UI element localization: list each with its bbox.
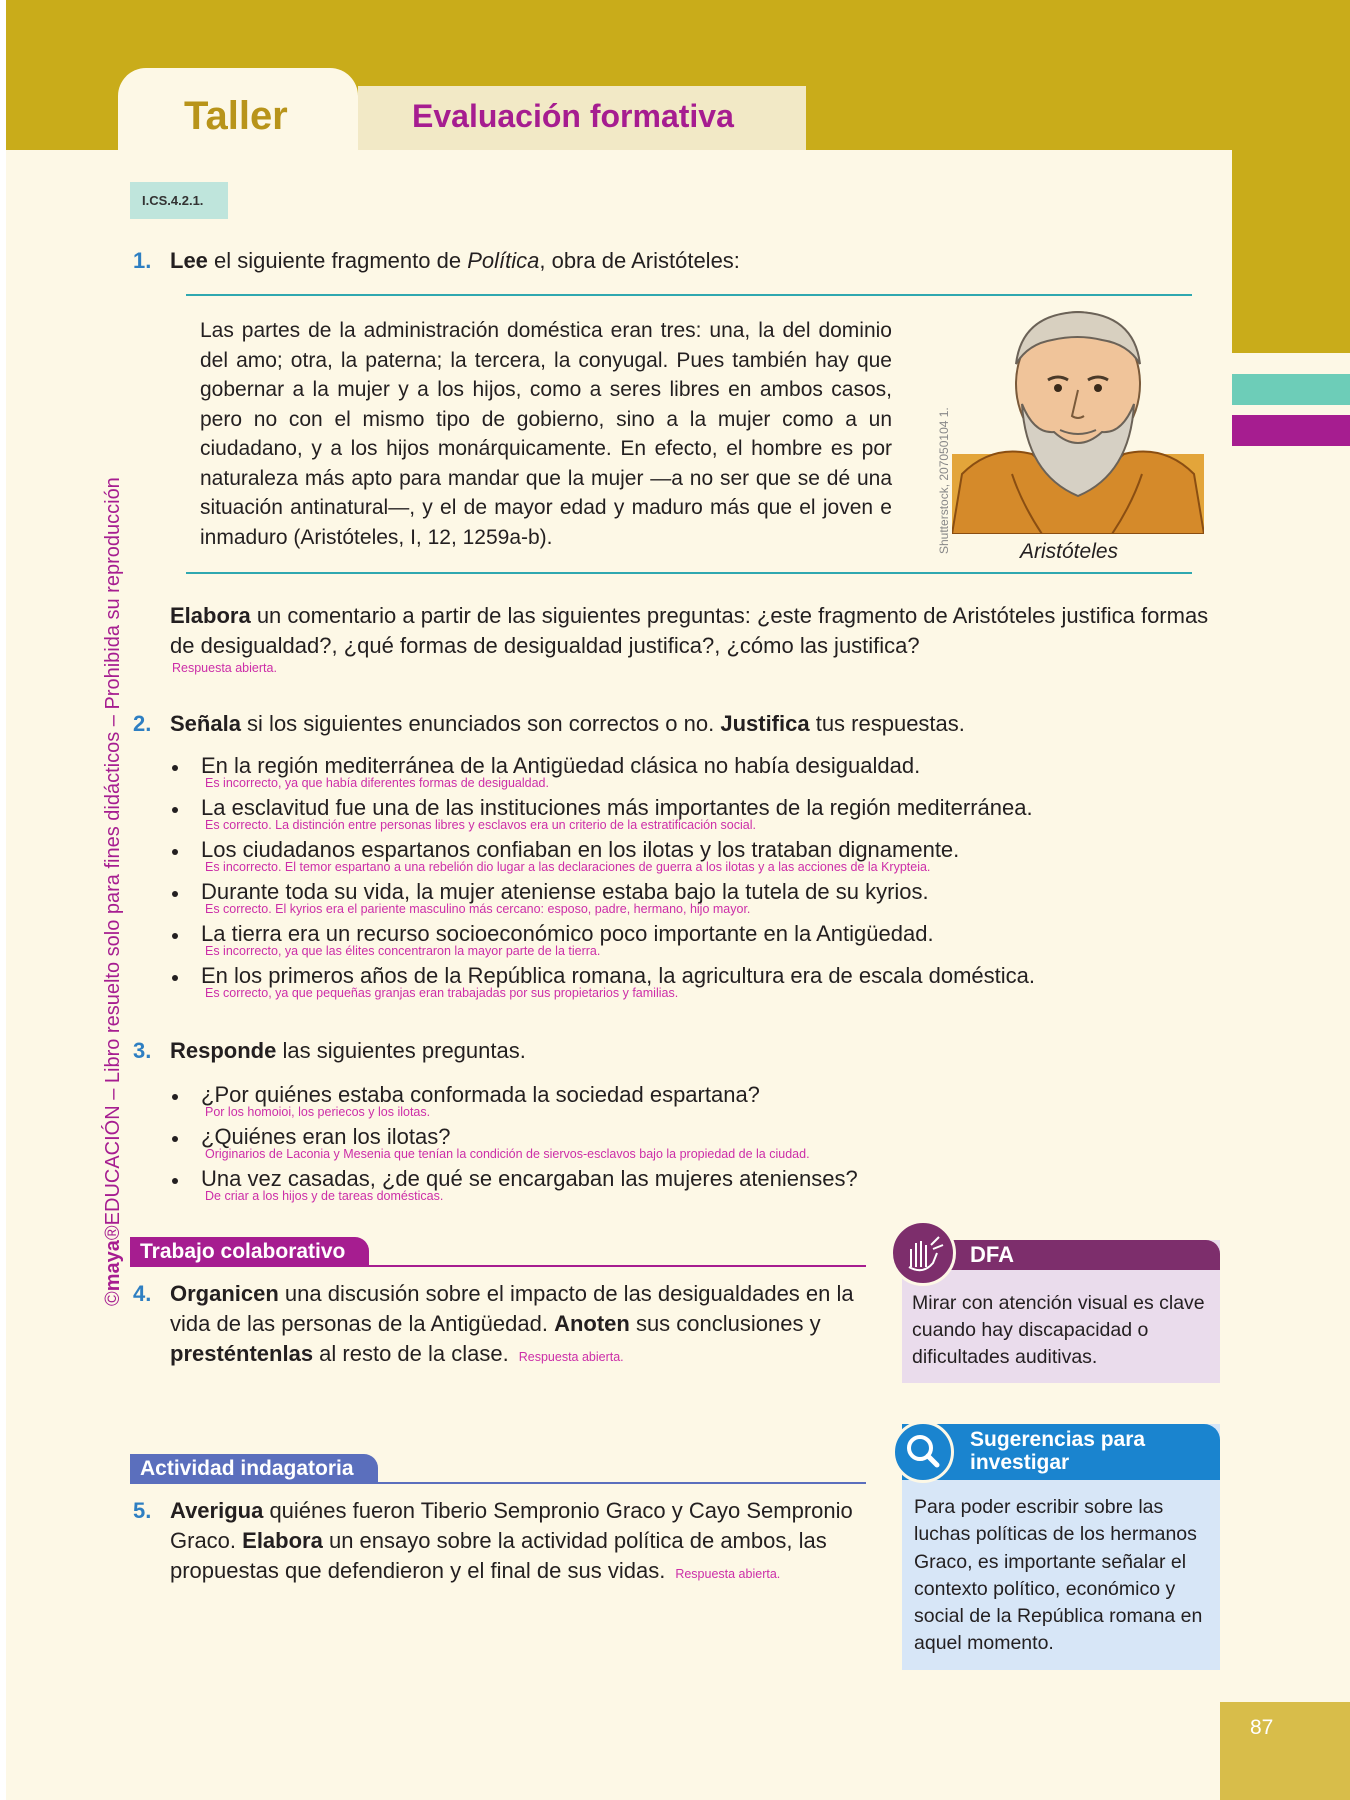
- elabora-instruction: [170, 601, 1230, 661]
- question-text: , obra de Aristóteles:: [539, 248, 740, 273]
- margin-band: [1232, 0, 1350, 353]
- bullet-dot: [172, 975, 178, 981]
- question-text: las siguientes preguntas.: [276, 1038, 526, 1063]
- bullet-dot: [172, 1094, 178, 1100]
- question-verb: Responde: [170, 1038, 277, 1063]
- question-text: una discusión sobre el impacto de las desigualdades en la vida de las personas de la Antigüedad.: [170, 1281, 854, 1336]
- question-text: quiénes fueron Tiberio Sempronio Graco y Cayo Sempronio Graco.: [170, 1498, 853, 1553]
- criterion-code: I.CS.4.2.1.: [130, 182, 228, 219]
- question-verb: Señala: [170, 711, 241, 736]
- tab-taller-label: Taller: [184, 94, 288, 138]
- question-1: [133, 246, 1230, 276]
- quote-text: Las partes de la administración doméstica eran tres: una, la del dominio del amo; otra, la paterna; la tercera, la conyugal. Pues también hay que gobernar a la mujer y a los hijos, como a seres libres en ambos casos, pero no con el mismo tipo de gobierno, sino a la mujer como a un ciudadano, y a los hijos monárquicamente. En efecto, el hombre es por naturaleza más apto para mandar que la mujer —a no ser que se dé una situación antinatural—, y el de mayor edad y maduro más que el joven e inmaduro (Aristóteles, I, 12, 1259a-b).: [200, 319, 892, 549]
- question-verb: Averigua: [170, 1498, 264, 1523]
- bullet-dot: [172, 933, 178, 939]
- brand-name: maya: [102, 1240, 124, 1292]
- question-text: si los siguientes enunciados son correctos o no.: [240, 711, 721, 736]
- hands-sign-icon: [890, 1220, 956, 1286]
- answer-text: Respuesta abierta.: [675, 1567, 781, 1581]
- side-tab-magenta: [1232, 415, 1350, 446]
- list-item: [172, 878, 1222, 920]
- statement-text: Durante toda su vida, la mujer ateniense estaba bajo la tutela de su kyrios.: [201, 879, 929, 904]
- answer-text: Por los homoioi, los periecos y los ilotas.: [205, 1105, 431, 1119]
- side-note-text: EDUCACIÓN – Libro resuelto solo para fines didácticos – Prohibida su reproducción: [102, 477, 124, 1226]
- dfa-title: DFA: [970, 1242, 1014, 1267]
- statement-text: La tierra era un recurso socioeconómico poco importante en la Antigüedad.: [201, 921, 934, 946]
- question-number: 5.: [133, 1498, 152, 1523]
- list-item: [172, 794, 1222, 836]
- answer-text: Originarios de Laconia y Mesenia que tenían la condición de siervos-esclavos bajo la propiedad de la ciudad.: [205, 1147, 810, 1161]
- tab-taller: [118, 68, 358, 160]
- list-item: [172, 920, 1222, 962]
- hands-sign-icon-svg: [893, 1223, 953, 1283]
- answer-text: Es correcto, ya que pequeñas granjas eran trabajadas por sus propietarios y familias.: [205, 986, 679, 1000]
- answer-text: Es correcto. El kyrios era el pariente masculino más cercano: esposo, padre, hermano, hijo mayor.: [205, 902, 751, 916]
- list-item: [172, 1165, 1222, 1207]
- bullet-dot: [172, 1178, 178, 1184]
- section-trabajo-colaborativo: [130, 1237, 866, 1267]
- question-number: 3.: [133, 1038, 152, 1063]
- question-5: [133, 1496, 870, 1589]
- question-text: sus conclusiones y: [629, 1311, 821, 1336]
- answer-text: Respuesta abierta.: [518, 1350, 624, 1364]
- statement-text: En la región mediterránea de la Antigüedad clásica no había desigualdad.: [201, 753, 921, 778]
- side-tab-teal: [1232, 374, 1350, 405]
- list-item: [172, 1081, 1222, 1123]
- question-verb: Anoten: [554, 1311, 630, 1336]
- question-3: [133, 1036, 1230, 1066]
- work-title: Política: [467, 248, 540, 273]
- question-verb: Lee: [170, 248, 208, 273]
- list-item: [172, 1123, 1222, 1165]
- question-verb: Elabora: [242, 1528, 323, 1553]
- question-verb: Elabora: [170, 603, 251, 628]
- answer-text: Es incorrecto, ya que había diferentes formas de desigualdad.: [205, 776, 549, 790]
- question-text: al resto de la clase.: [313, 1341, 509, 1366]
- question-number: 4.: [133, 1281, 152, 1306]
- page-number-box: [1220, 1702, 1350, 1800]
- question-4: [133, 1279, 870, 1372]
- bullet-dot: [172, 849, 178, 855]
- question-number: 1.: [133, 248, 152, 273]
- magnifier-icon-svg: [895, 1424, 951, 1480]
- answer-text: De criar a los hijos y de tareas domésticas.: [205, 1189, 444, 1203]
- section-title: Trabajo colaborativo: [130, 1237, 369, 1267]
- section-actividad-indagatoria: [130, 1454, 866, 1484]
- list-item: [172, 962, 1222, 1004]
- tab-evaluacion: [358, 86, 806, 150]
- page-number: 87: [1250, 1716, 1274, 1739]
- question-text: un comentario a partir de las siguientes preguntas: ¿este fragmento de Aristóteles justifica formas de desigualdad?, ¿qué formas de desigualdad justifica?, ¿cómo las justifica?: [170, 603, 1209, 658]
- list-item: [172, 752, 1222, 794]
- magnifier-icon: [892, 1421, 954, 1483]
- bullet-dot: [172, 891, 178, 897]
- image-credit: Shutterstock, 207050104 1.: [937, 407, 951, 554]
- question-2: [133, 709, 1230, 739]
- quote-box: [186, 294, 1192, 574]
- sugerencias-text: Para poder escribir sobre las luchas políticas de los hermanos Graco, es importante señalar el contexto político, económico y social de la República romana en aquel momento.: [914, 1496, 1203, 1655]
- answer-text: Es correcto. La distinción entre personas libres y esclavos era un criterio de la estratificación social.: [205, 818, 756, 832]
- statement-text: Los ciudadanos espartanos confiaban en los ilotas y los trataban dignamente.: [201, 837, 960, 862]
- dfa-text: Mirar con atención visual es clave cuando hay discapacidad o dificultades auditivas.: [912, 1292, 1205, 1368]
- aristotle-portrait: [952, 304, 1204, 534]
- bullet-dot: [172, 1136, 178, 1142]
- question-text: tus respuestas.: [809, 711, 965, 736]
- page: [6, 0, 1350, 1800]
- list-item: [172, 836, 1222, 878]
- bullet-dot: [172, 765, 178, 771]
- portrait-caption: Aristóteles: [1020, 540, 1119, 563]
- question-item-text: ¿Quiénes eran los ilotas?: [201, 1124, 451, 1149]
- question-item-text: Una vez casadas, ¿de qué se encargaban las mujeres atenienses?: [201, 1166, 858, 1191]
- sugerencias-title: Sugerencias para investigar: [970, 1428, 1146, 1474]
- question-verb: Justifica: [720, 711, 810, 736]
- answer-text: Respuesta abierta.: [172, 661, 277, 675]
- tab-evaluacion-label: Evaluación formativa: [412, 98, 734, 134]
- answer-text: Es incorrecto, ya que las élites concentraron la mayor parte de la tierra.: [205, 944, 601, 958]
- answer-text: Es incorrecto. El temor espartano a una rebelión dio lugar a las declaraciones de guerra a los ilotas y a las acciones de la Krypteia.: [205, 860, 931, 874]
- question-verb: Organicen: [170, 1281, 279, 1306]
- copyright-side-note: ©maya®EDUCACIÓN – Libro resuelto solo para fines didácticos – Prohibida su reproducción: [102, 477, 124, 1306]
- statement-text: La esclavitud fue una de las instituciones más importantes de la región mediterránea.: [201, 795, 1033, 820]
- section-title: Actividad indagatoria: [130, 1454, 378, 1484]
- question-item-text: ¿Por quiénes estaba conformada la sociedad espartana?: [201, 1082, 760, 1107]
- question-number: 2.: [133, 711, 152, 736]
- bullet-dot: [172, 807, 178, 813]
- question-text: el siguiente fragmento de: [207, 248, 468, 273]
- question-text: un ensayo sobre la actividad política de ambos, las propuestas que defendieron y el final de sus vidas.: [170, 1528, 827, 1583]
- statement-text: En los primeros años de la República romana, la agricultura era de escala doméstica.: [201, 963, 1035, 988]
- question-verb: presténtenlas: [170, 1341, 314, 1366]
